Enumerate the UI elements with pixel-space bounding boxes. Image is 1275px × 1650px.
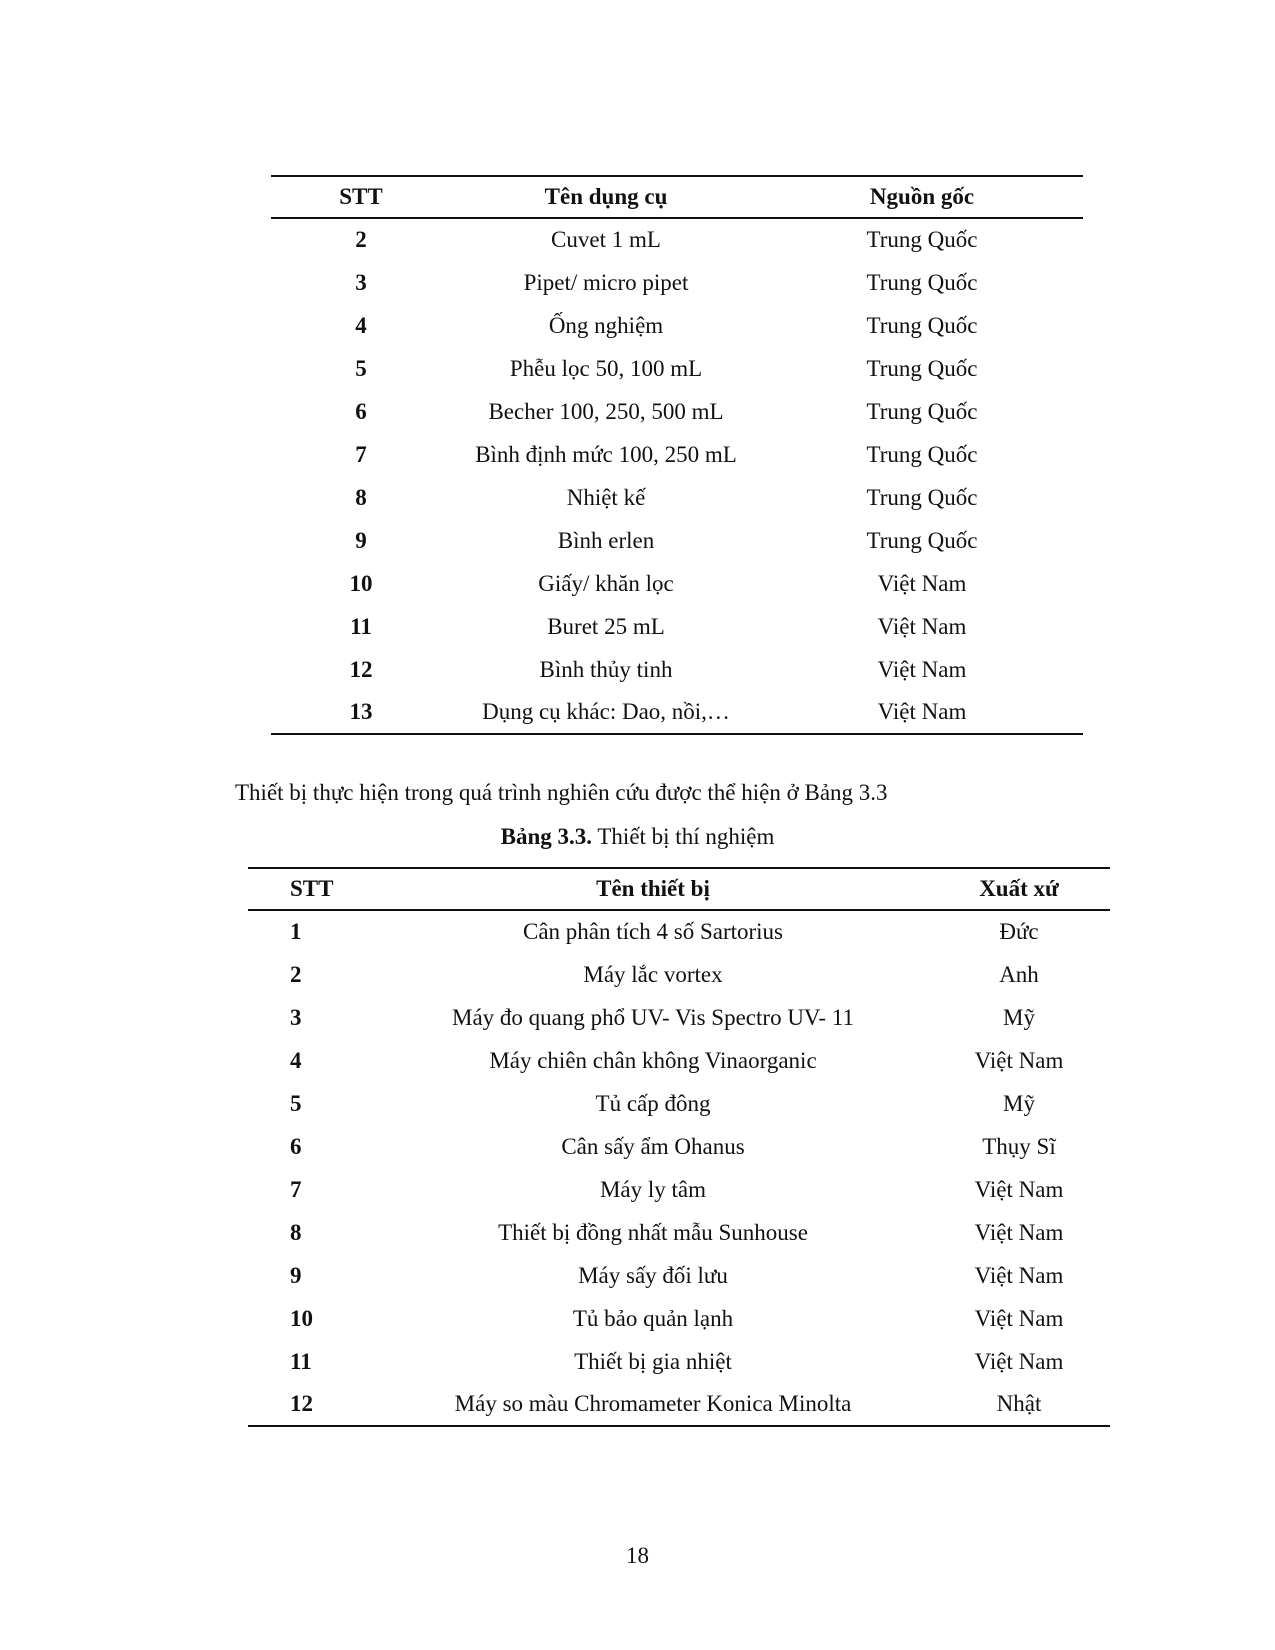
caption-text: Thiết bị thí nghiệm [592, 824, 775, 849]
table-row [248, 1297, 1110, 1340]
row-origin: Anh [999, 961, 1039, 987]
row-origin: Việt Nam [974, 1262, 1064, 1288]
row-stt: 6 [290, 1133, 302, 1159]
row-stt: 12 [349, 656, 373, 682]
row-origin: Việt Nam [761, 691, 1083, 734]
table-row [271, 648, 1083, 691]
row-equipment-name: Cân sấy ẩm Ohanus [561, 1133, 745, 1159]
row-stt: 4 [290, 1047, 302, 1073]
table-row [271, 218, 1083, 261]
row-stt: 8 [290, 1219, 302, 1245]
row-origin: Trung Quốc [866, 441, 978, 467]
row-origin: Trung Quốc [866, 355, 978, 381]
row-origin: Việt Nam [877, 656, 967, 682]
table-row [271, 519, 1083, 562]
row-tool-name: Bình định mức 100, 250 mL [475, 441, 737, 467]
row-origin: Việt Nam [974, 1305, 1064, 1331]
row-equipment-name: Thiết bị đồng nhất mẫu Sunhouse [498, 1219, 808, 1245]
row-stt: 11 [350, 613, 372, 639]
table-header-row [271, 176, 1083, 218]
row-stt: 5 [355, 355, 367, 381]
row-tool-name: Pipet/ micro pipet [523, 269, 689, 295]
row-stt: 9 [355, 527, 367, 553]
row-tool-name: Nhiệt kế [566, 484, 646, 510]
row-origin: Đức [999, 919, 1039, 944]
table-row [271, 691, 1083, 734]
row-stt: 1 [290, 919, 302, 944]
row-stt: 3 [355, 269, 367, 295]
row-origin: Trung Quốc [866, 269, 978, 295]
intro-paragraph: Thiết bị thực hiện trong quá trình nghiên cứu được thể hiện ở Bảng 3.3 [235, 780, 888, 805]
table-row [248, 1168, 1110, 1211]
row-equipment-name: Máy đo quang phổ UV- Vis Spectro UV- 11 [452, 1004, 854, 1030]
row-stt: 11 [290, 1348, 312, 1374]
row-stt: 8 [355, 484, 367, 510]
table-row [271, 347, 1083, 390]
header-stt: STT [271, 176, 451, 218]
lab-equipment-table [248, 867, 1110, 1427]
row-origin: Trung Quốc [866, 484, 978, 510]
row-stt: 7 [290, 1176, 302, 1202]
row-tool-name: Ống nghiệm [548, 312, 664, 338]
caption-label: Bảng 3.3. [500, 824, 593, 849]
table-row [271, 433, 1083, 476]
header-origin: Xuất xứ [928, 868, 1110, 910]
row-stt: 9 [290, 1262, 302, 1288]
row-origin: Việt Nam [974, 1348, 1064, 1374]
row-stt: 5 [290, 1090, 302, 1116]
table-row [271, 562, 1083, 605]
row-origin: Trung Quốc [866, 398, 978, 424]
row-origin: Việt Nam [877, 613, 967, 639]
row-stt: 6 [355, 398, 367, 424]
table-row [248, 1383, 1110, 1426]
row-equipment-name: Tủ bảo quản lạnh [572, 1305, 734, 1331]
row-tool-name: Giấy/ khăn lọc [538, 570, 674, 596]
row-origin: Trung Quốc [866, 312, 978, 338]
row-equipment-name: Tủ cấp đông [595, 1090, 711, 1116]
table-row [271, 605, 1083, 648]
table-row [248, 1039, 1110, 1082]
row-origin: Mỹ [1003, 1090, 1035, 1116]
row-stt: 12 [248, 1383, 378, 1426]
row-origin: Trung Quốc [866, 527, 978, 553]
table-caption [0, 822, 1275, 852]
row-stt: 7 [355, 441, 367, 467]
row-tool-name: Becher 100, 250, 500 mL [488, 398, 724, 424]
table-row [248, 910, 1110, 953]
table-row [248, 953, 1110, 996]
row-stt: 10 [349, 570, 373, 596]
row-tool-name: Phễu lọc 50, 100 mL [509, 355, 703, 381]
table-row [271, 261, 1083, 304]
equipment-tools-table [271, 175, 1083, 735]
row-origin: Trung Quốc [866, 227, 978, 252]
row-equipment-name: Thiết bị gia nhiệt [574, 1348, 732, 1374]
row-tool-name: Cuvet 1 mL [551, 227, 661, 252]
row-equipment-name: Máy lắc vortex [583, 961, 723, 987]
row-stt: 4 [355, 312, 367, 338]
row-stt: 3 [290, 1004, 302, 1030]
table-row [248, 1254, 1110, 1297]
table-row [271, 476, 1083, 519]
row-origin: Mỹ [1003, 1004, 1035, 1030]
row-origin: Việt Nam [974, 1219, 1064, 1245]
header-tool-name: Tên dụng cụ [451, 176, 761, 218]
row-equipment-name: Cân phân tích 4 số Sartorius [523, 919, 783, 944]
row-origin: Nhật [928, 1383, 1110, 1426]
row-stt: 2 [290, 961, 302, 987]
row-equipment-name: Máy ly tâm [599, 1176, 707, 1202]
table-row [271, 304, 1083, 347]
row-stt: 2 [355, 227, 367, 252]
header-origin: Nguồn gốc [761, 176, 1083, 218]
table-row [248, 1082, 1110, 1125]
row-stt: 13 [271, 691, 451, 734]
row-tool-name: Bình erlen [557, 527, 655, 553]
row-tool-name: Dụng cụ khác: Dao, nồi,… [451, 691, 761, 734]
page-number: 18 [626, 1543, 649, 1568]
table-row [248, 1340, 1110, 1383]
row-equipment-name: Máy sấy đối lưu [578, 1262, 728, 1288]
row-stt: 10 [290, 1305, 313, 1331]
row-tool-name: Bình thủy tinh [539, 656, 673, 682]
row-origin: Việt Nam [877, 570, 967, 596]
table-row [248, 1125, 1110, 1168]
row-origin: Việt Nam [974, 1176, 1064, 1202]
row-origin: Việt Nam [974, 1047, 1064, 1073]
row-tool-name: Buret 25 mL [547, 613, 665, 639]
table-row [271, 390, 1083, 433]
row-origin: Thụy Sĩ [982, 1133, 1056, 1159]
header-equipment-name: Tên thiết bị [378, 868, 928, 910]
row-equipment-name: Máy chiên chân không Vinaorganic [489, 1047, 817, 1073]
row-equipment-name: Máy so màu Chromameter Konica Minolta [378, 1383, 928, 1426]
table-header-row [248, 868, 1110, 910]
table-row [248, 996, 1110, 1039]
table-row [248, 1211, 1110, 1254]
header-stt: STT [248, 868, 378, 910]
